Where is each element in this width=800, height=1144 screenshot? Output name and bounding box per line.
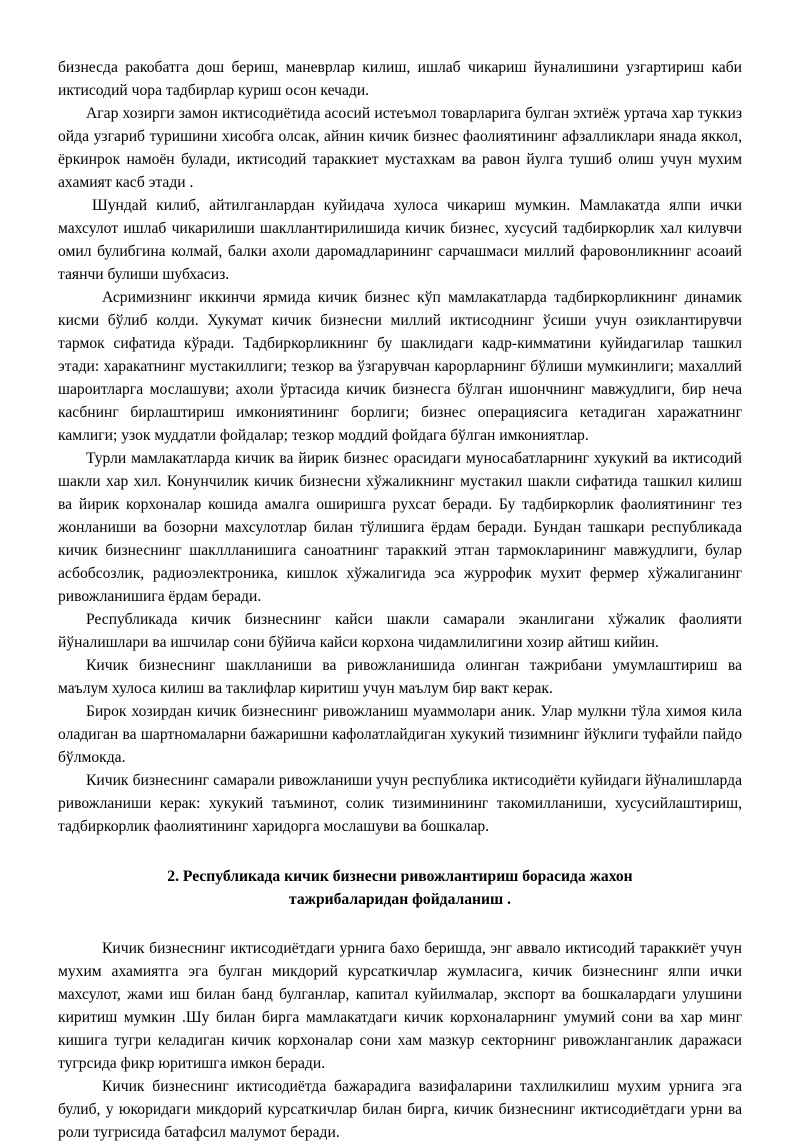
section-heading <box>58 865 742 911</box>
section-heading-line: 2. Республикада кичик бизнесни ривожлантириш борасида жахон <box>167 868 633 885</box>
paragraph: Агар хозирги замон иктисодиётида асосий истеъмол товарларига булган эхтиёж уртача хар туккиз ойда узгариб туришини хисобга олсак, айнин кичик бизнес фаолиятининг афзалликлари янада яккол, ёркинрок намоён булади, иктисодий тараккиет мустахкам ва равон йулга тушиб олиш учун мухим ахамият касб этади . <box>58 105 742 191</box>
paragraph: Асримизнинг иккинчи ярмида кичик бизнес кўп мамлакатларда тадбиркорликнинг динамик кисми бўлиб колди. Хукумат кичик бизнесни миллий иктисоднинг ўсиши учун озиклантирувчи тармок сифатида кўради. Тадбиркорликнинг бу шаклидаги кадр-кимматини куйидагилар ташкил этади: харакатнинг мустакиллиги; тезкор ва ўзгарувчан карорларнинг бўлиши мумкинлиги; махаллий шароитларга мослашуви; ахоли ўртасида кичик бизнесга бўлган ишончнинг мавжудлиги, бир неча касбнинг бирлаштириш имкониятининг борлиги; бизнес операциясига кетадиган харажатнинг камлиги; узок муддатли фойдалар; тезкор моддий фойдага бўлган имкониятлар. <box>58 289 742 444</box>
paragraph: Кичик бизнеснинг шаклланиши ва ривожланишида олинган тажрибани умумлаштириш ва маълум хулоса килиш ва таклифлар киритиш учун маълум бир вакт керак. <box>58 657 742 697</box>
paragraph: Кичик бизнеснинг иктисодиётда бажарадига вазифаларини тахлилкилиш мухим урнига эга булиб, у юкоридаги микдорий курсаткичлар билан бирга, кичик бизнеснинг иктисодиётдаги урни ва роли тугрисида батафсил малумот беради. <box>58 1078 742 1141</box>
paragraph: Кичик бизнеснинг самарали ривожланиши учун республика иктисодиёти куйидаги йўналишларда ривожланиши керак: хукукий таъминот, солик тизиминининг такомилланиши, хусусийлаштириш, тадбиркорлик фаолиятининг харидорга мослашуви ва бошкалар. <box>58 772 742 835</box>
paragraph: Турли мамлакатларда кичик ва йирик бизнес орасидаги муносабатларнинг хукукий ва иктисодий шакли хар хил. Конунчилик кичик бизнесни хўжаликнинг мустакил шакли сифатида ташкил килиш ва йирик корхоналар кошида амалга оширишга рухсат беради. Бу тадбиркорлик фаолиятининг тез жонланиши ва бозорни махсулотлар билан тўлишига ёрдам беради. Бундан ташкари республикада кичик бизнеснинг шакллланишига саноатнинг тараккий этган тармокларининг мавжудлиги, булар асбобсозлик, радиоэлектроника, кишлок хўжалигида эса журрофик мухит фермер хўжалиганинг ривожланишига ёрдам беради. <box>58 450 742 605</box>
paragraph: Республикада кичик бизнеснинг кайси шакли самарали эканлигани хўжалик фаолияти йўналишлари ва ишчилар сони бўйича кайси корхона чидамлилигини хозир айтиш кийин. <box>58 611 742 651</box>
paragraph: бизнесда ракобатга дош бериш, маневрлар килиш, ишлаб чикариш йуналишини узгартириш каби иктисодий чора тадбирлар куриш осон кечади. <box>58 59 742 99</box>
document-page <box>58 56 742 1144</box>
paragraph: Шундай килиб, айтилганлардан куйидача хулоса чикариш мумкин. Мамлакатда ялпи ички махсулот ишлаб чикарилиши шакллантирилишида кичик бизнес, хусусий тадбиркорлик хал килувчи омил булибгина колмай, балки ахоли даромадларининг сарчашмаси миллий фаровонликнинг асоаий таянчи булиши шубхасиз. <box>58 197 742 283</box>
paragraph: Бирок хозирдан кичик бизнеснинг ривожланиш муаммолари аник. Улар мулкни тўла химоя кила оладиган ва шартномаларни бажаришни кафолатлайдиган хукукий тизимнинг йўклиги туфайли пайдо бўлмокда. <box>58 703 742 766</box>
section-heading-line: тажрибаларидан фойдаланиш . <box>289 891 511 908</box>
paragraph: Кичик бизнеснинг иктисодиётдаги урнига бахо беришда, энг аввало иктисодий тараккиёт учун мухим ахамиятга эга булган микдорий курсаткичлар жумласига, кичик бизнеснинг ялпи ички махсулот, жами иш билан банд булганлар, капитал куйилмалар, экспорт ва бошкалардаги улушини киритиш мумкин .Шу билан бирга мамлакатдаги кичик корхоналарнинг умумий сони ва хар минг кишига тугри келадиган кичик корхоналар сони хам мазкур секторнинг ривожланганлик даражаси тугрсида фикр юритишга имкон беради. <box>58 940 742 1072</box>
